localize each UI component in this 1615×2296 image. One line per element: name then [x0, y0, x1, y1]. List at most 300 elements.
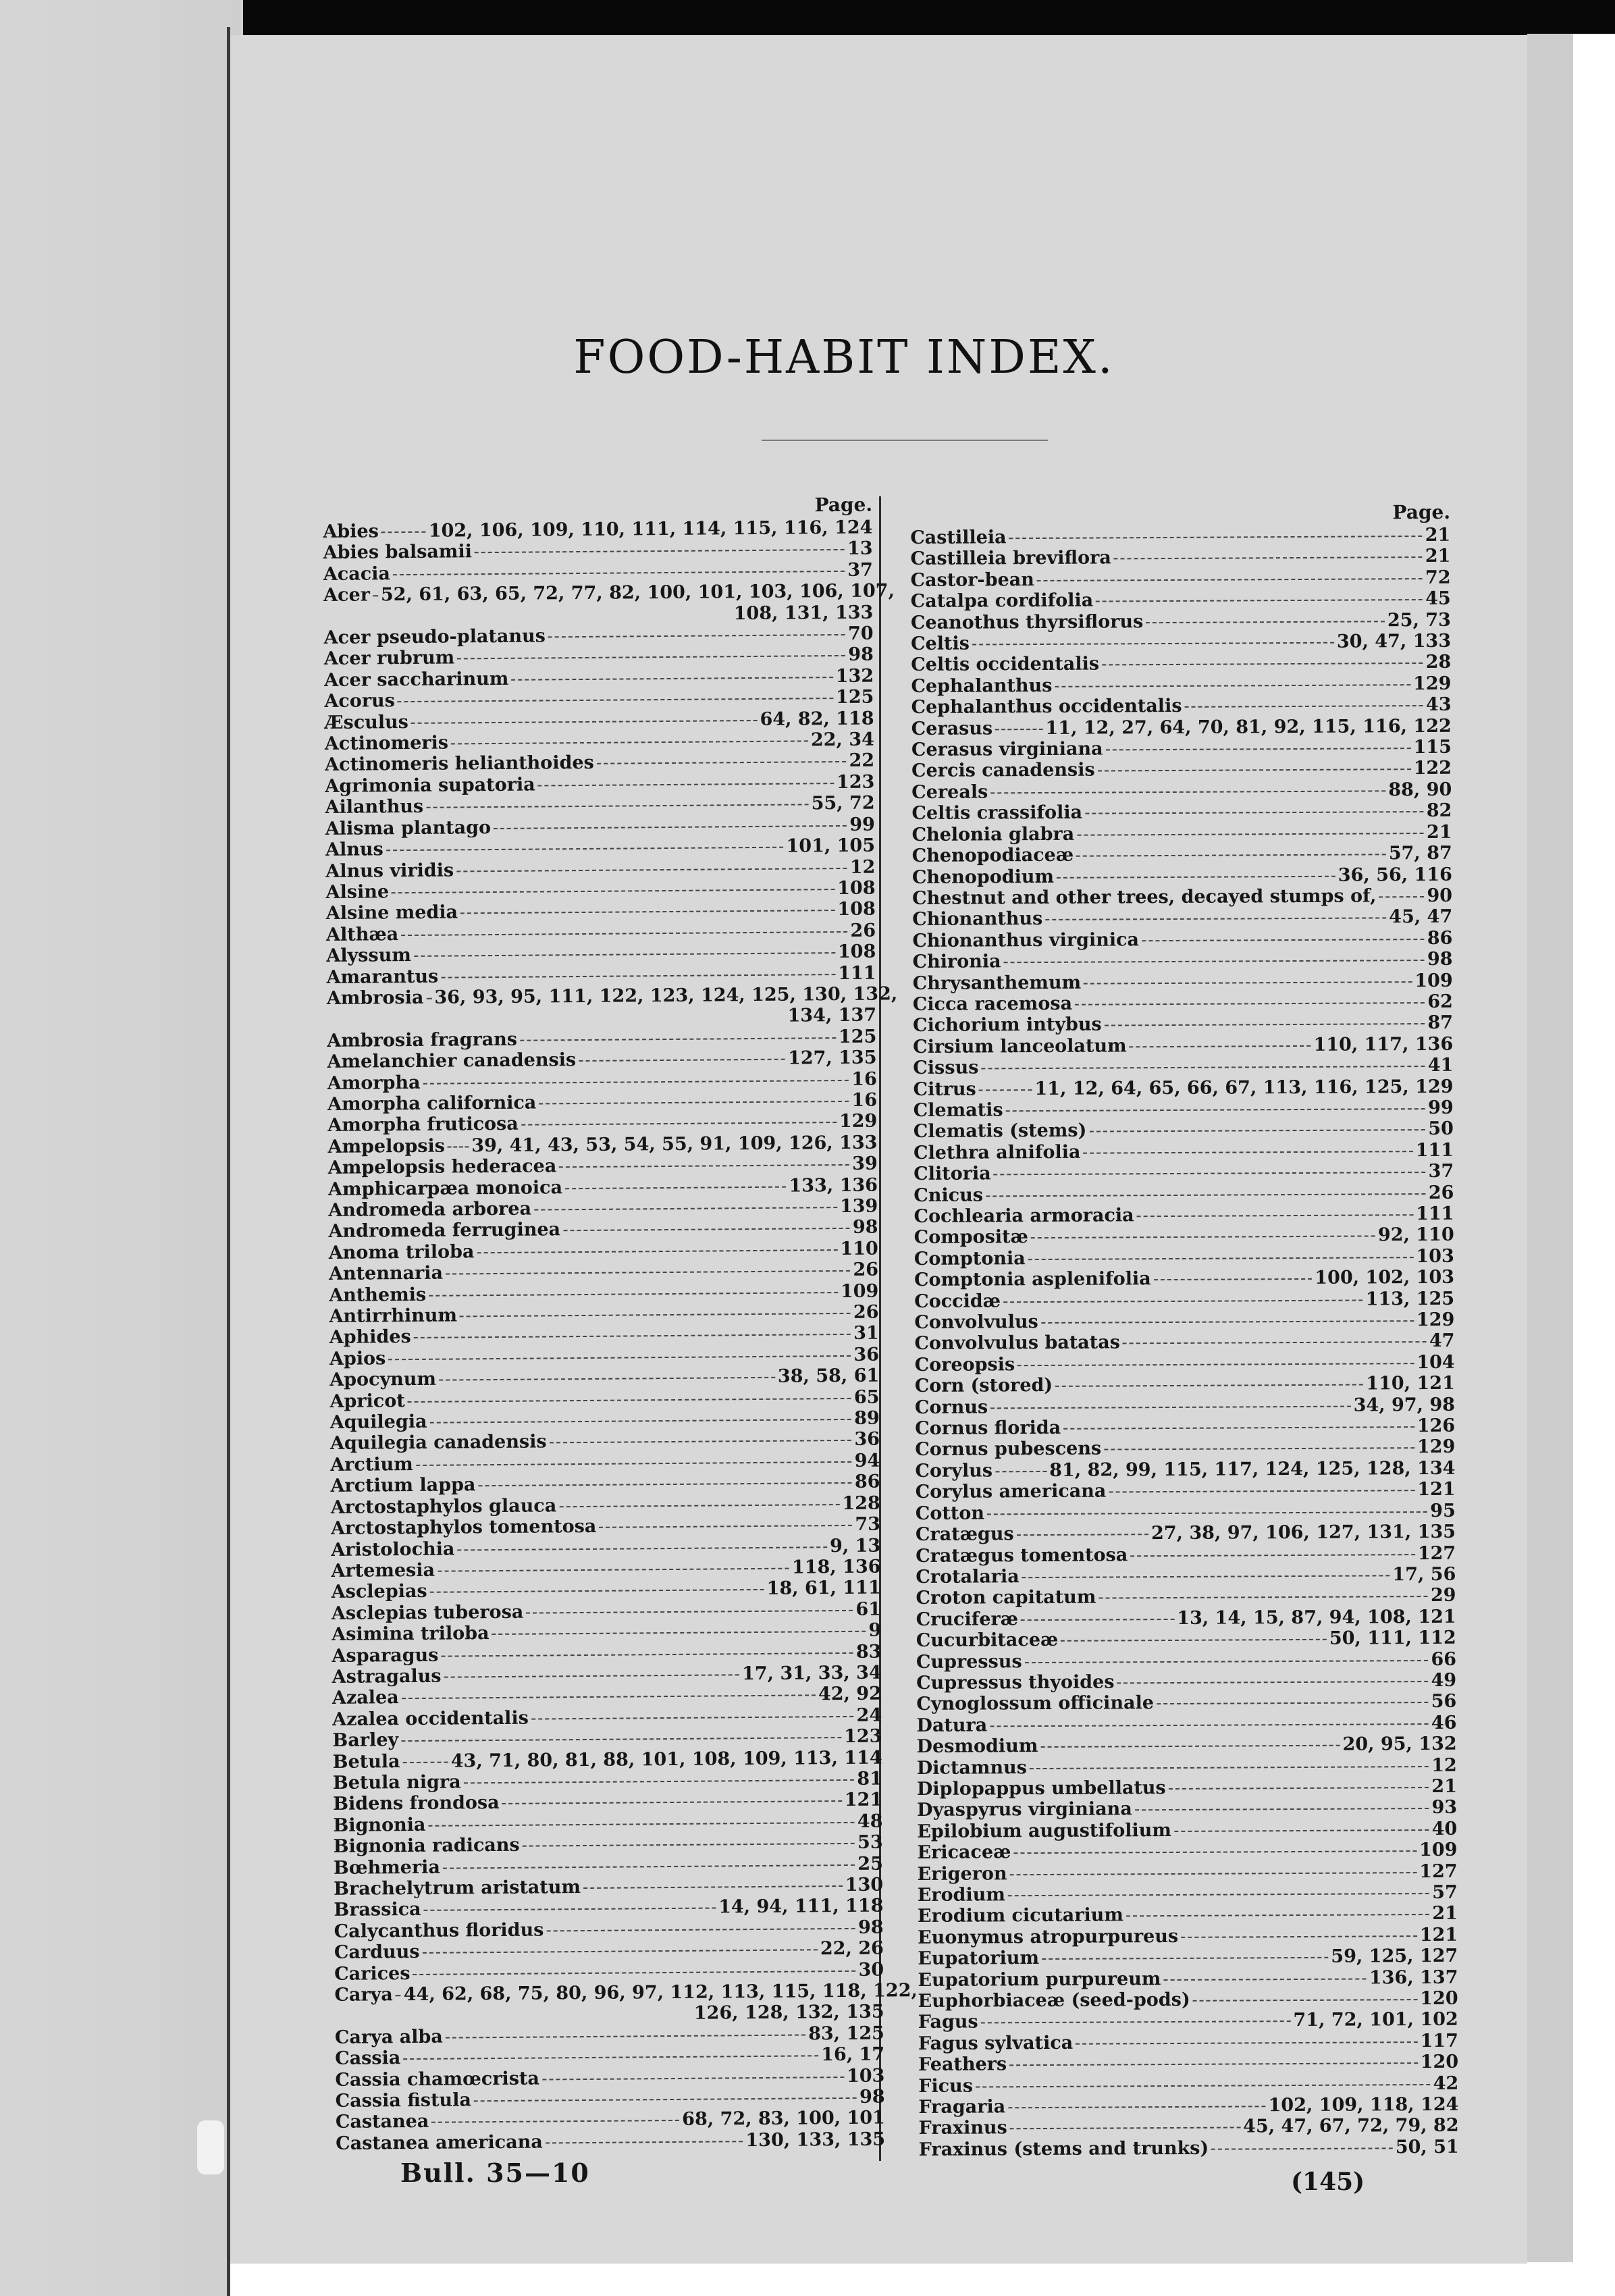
- index-page-numbers: 45: [1425, 588, 1451, 610]
- index-page-numbers: 16: [851, 1068, 877, 1090]
- dot-leader: [422, 1950, 817, 1954]
- index-entry: [911, 800, 1452, 825]
- dot-leader: [451, 740, 808, 744]
- index-entry: [918, 1925, 1458, 1949]
- index-page-numbers: 81, 82, 99, 115, 117, 124, 125, 128, 134: [1049, 1457, 1456, 1481]
- dot-leader: [426, 804, 809, 808]
- dot-leader: [1181, 1935, 1417, 1938]
- index-term: Clethra alnifolia: [913, 1141, 1081, 1164]
- index-term: Corylus: [915, 1460, 993, 1482]
- index-page-numbers: 47: [1429, 1330, 1455, 1352]
- dot-leader: [401, 931, 847, 936]
- index-page-numbers: 109: [840, 1280, 879, 1302]
- index-page-numbers: 108: [837, 898, 876, 920]
- index-page-numbers: 11, 12, 27, 64, 70, 81, 92, 115, 116, 122: [1045, 715, 1452, 739]
- index-page-numbers: 88, 90: [1388, 779, 1452, 801]
- index-entry: [914, 1309, 1454, 1334]
- dot-leader: [1085, 811, 1424, 814]
- index-term: Astragalus: [332, 1665, 442, 1688]
- index-term: Epilobium augustifolium: [917, 1819, 1172, 1842]
- index-term: Cynoglossum officinale: [916, 1692, 1155, 1715]
- index-entry: [918, 1946, 1458, 1970]
- index-page-numbers: 98: [1427, 948, 1453, 970]
- index-page-numbers: 123: [836, 771, 875, 793]
- index-page-numbers: 70: [847, 623, 874, 644]
- dot-leader: [1076, 854, 1386, 856]
- dot-leader: [1379, 896, 1424, 897]
- index-term: Agrimonia supatoria: [325, 774, 535, 797]
- index-page-numbers: 109: [1419, 1839, 1458, 1861]
- index-term: Fagus: [918, 2011, 978, 2033]
- dot-leader: [1083, 1151, 1412, 1154]
- dot-leader: [972, 642, 1334, 646]
- index-entry: [914, 1246, 1454, 1270]
- dot-leader: [430, 1589, 764, 1593]
- index-entry: [913, 970, 1453, 994]
- index-entry: [914, 1118, 1454, 1143]
- dot-leader: [1117, 1681, 1429, 1684]
- index-term: Celtis crassifolia: [911, 802, 1083, 825]
- index-term: Corn (stored): [914, 1375, 1053, 1397]
- index-term: Brachelytrum aristatum: [334, 1877, 581, 1900]
- dot-leader: [1031, 1236, 1375, 1239]
- index-page-numbers: 37: [1428, 1160, 1454, 1182]
- index-term: Clematis: [913, 1099, 1003, 1121]
- dot-leader: [1146, 621, 1385, 623]
- index-entry: [912, 843, 1452, 867]
- index-page-numbers: 86: [854, 1471, 880, 1493]
- index-page-numbers: 110, 121: [1366, 1373, 1455, 1394]
- index-page-numbers: 22: [849, 750, 875, 772]
- index-page-numbers: 98: [852, 1216, 878, 1238]
- dot-leader: [1063, 1426, 1414, 1430]
- index-entry: [913, 1034, 1453, 1058]
- index-page-numbers: 12: [1431, 1754, 1457, 1776]
- dot-leader: [1096, 599, 1423, 602]
- dot-leader: [429, 1292, 838, 1297]
- index-term: Ericaceæ: [917, 1842, 1011, 1864]
- index-page-numbers-continued: 134, 137: [787, 1004, 877, 1026]
- index-page-numbers: 103: [1416, 1245, 1454, 1267]
- dot-leader: [1008, 2106, 1265, 2108]
- index-term: Amorpha californica: [327, 1092, 537, 1115]
- dot-leader: [990, 1405, 1350, 1409]
- index-entry: [915, 1415, 1455, 1440]
- index-page-numbers: 27, 38, 97, 106, 127, 131, 135: [1150, 1521, 1456, 1544]
- index-page-numbers: 18, 61, 111: [766, 1577, 881, 1600]
- dot-leader: [388, 1355, 851, 1360]
- page-column-header: Page.: [814, 493, 873, 517]
- signature-mark: Bull. 35—10: [400, 2158, 590, 2188]
- dot-leader: [523, 1843, 855, 1847]
- index-term: Chenopodiaceæ: [911, 844, 1074, 867]
- index-term: Cassia fistula: [335, 2089, 472, 2112]
- index-page-numbers: 22, 26: [820, 1937, 884, 1960]
- dot-leader: [1003, 1299, 1363, 1303]
- index-term: Asclepias: [331, 1581, 427, 1603]
- dot-leader: [444, 1674, 739, 1677]
- dot-leader: [414, 952, 835, 957]
- dot-leader: [1098, 769, 1411, 772]
- index-term: Cassia chamœcrista: [335, 2068, 540, 2091]
- index-entry: [911, 631, 1451, 655]
- index-term: Aquilegia: [329, 1411, 427, 1434]
- index-entry: [912, 949, 1452, 973]
- dot-leader: [563, 1228, 850, 1231]
- index-entry: [911, 821, 1452, 845]
- dot-leader: [386, 847, 784, 852]
- page-column-header: Page.: [1392, 500, 1451, 524]
- index-entry: [914, 1267, 1454, 1291]
- index-term: Chironia: [912, 951, 1001, 973]
- index-page-numbers: 43: [1425, 694, 1452, 716]
- index-term: Acer: [323, 584, 371, 606]
- index-entry: [915, 1373, 1455, 1397]
- index-page-numbers: 55, 72: [811, 792, 875, 814]
- index-page-numbers: 21: [1431, 1775, 1458, 1797]
- index-term: Cichorium intybus: [912, 1014, 1102, 1037]
- index-entry: [918, 1966, 1458, 1991]
- index-entry: [910, 525, 1450, 549]
- dot-leader: [538, 783, 834, 786]
- index-page-numbers: 64, 82, 118: [760, 708, 874, 730]
- index-term: Cochlearia armoracia: [914, 1205, 1134, 1227]
- index-term: Bidens frondosa: [333, 1792, 500, 1815]
- index-page-numbers: 48: [857, 1810, 883, 1832]
- index-entry: [916, 1691, 1456, 1715]
- dot-leader: [1042, 1957, 1328, 1960]
- index-page-numbers: 86: [1427, 927, 1453, 949]
- dot-leader: [1098, 1596, 1427, 1599]
- index-entry: [918, 1988, 1458, 2012]
- index-term: Amelanchier canadensis: [327, 1049, 577, 1073]
- index-term: Acer pseudo-platanus: [323, 625, 546, 649]
- index-page-numbers: 66: [1431, 1648, 1457, 1670]
- dot-leader: [520, 1037, 836, 1041]
- dot-leader: [1010, 1872, 1417, 1875]
- dot-leader: [1030, 1766, 1429, 1769]
- index-term: Apios: [329, 1348, 386, 1369]
- dot-leader: [1174, 1829, 1429, 1832]
- dot-leader: [457, 655, 845, 660]
- index-term: Artemesia: [331, 1559, 435, 1582]
- index-term: Clematis (stems): [913, 1120, 1087, 1143]
- index-page-numbers: 139: [839, 1195, 878, 1218]
- index-term: Compositæ: [914, 1226, 1028, 1249]
- dot-leader: [396, 1995, 401, 1996]
- dot-leader: [987, 1511, 1427, 1515]
- index-term: Cephalanthus: [911, 675, 1053, 697]
- dot-leader: [1142, 939, 1425, 941]
- index-term: Æsculus: [324, 711, 409, 733]
- index-term: Asclepias tuberosa: [331, 1601, 524, 1624]
- index-page-numbers: 127, 135: [787, 1047, 877, 1069]
- dot-leader: [1102, 662, 1423, 665]
- index-entry: [332, 1577, 881, 1603]
- index-term: Castanea americana: [336, 2131, 543, 2154]
- index-term: Fraxinus (stems and trunks): [918, 2137, 1209, 2160]
- index-page-numbers: 34, 97, 98: [1353, 1394, 1456, 1416]
- dot-leader: [1009, 536, 1423, 539]
- index-term: Ceanothus thyrsiflorus: [910, 610, 1144, 633]
- index-entry: [917, 1733, 1457, 1758]
- index-page-numbers: 99: [1428, 1097, 1454, 1118]
- index-page-numbers: 30: [858, 1959, 884, 1981]
- dot-leader: [1006, 1108, 1426, 1112]
- index-page-numbers: 125: [835, 686, 874, 708]
- index-term: Arctium: [330, 1453, 413, 1476]
- dot-leader: [1089, 1129, 1425, 1132]
- index-page-numbers: 39: [852, 1153, 878, 1175]
- index-page-numbers: 102, 109, 118, 124: [1268, 2093, 1459, 2116]
- index-term: Chestnut and other trees, decayed stumps of,: [911, 885, 1377, 909]
- index-term: Antirrhinum: [329, 1305, 458, 1327]
- index-term: Datura: [916, 1715, 988, 1736]
- index-term: Cornus florida: [915, 1417, 1061, 1440]
- index-column-left: [323, 493, 918, 2155]
- index-term: Chrysanthemum: [912, 972, 1082, 994]
- index-term: Carduus: [334, 1941, 420, 1964]
- index-page-numbers: 111: [1416, 1203, 1454, 1225]
- index-page-numbers: 128: [842, 1492, 880, 1514]
- index-entry: [918, 2072, 1458, 2097]
- index-term: Dyaspyrus virginiana: [917, 1798, 1132, 1821]
- index-page-numbers: 110: [840, 1238, 878, 1259]
- index-term: Abies balsamii: [323, 541, 473, 564]
- dot-leader: [393, 571, 845, 575]
- index-entry: [327, 1047, 876, 1073]
- index-entry: [917, 1754, 1457, 1779]
- dot-leader: [990, 1723, 1429, 1727]
- index-term: Chelonia glabra: [911, 823, 1075, 845]
- dot-leader: [979, 1089, 1032, 1091]
- index-page-numbers: 129: [1416, 1309, 1455, 1331]
- index-term: Cotton: [915, 1503, 985, 1524]
- index-page-numbers: 53: [857, 1831, 883, 1854]
- dot-leader: [1008, 1893, 1429, 1896]
- index-term: Eupatorium purpureum: [918, 1968, 1161, 1991]
- index-term: Erodium: [917, 1884, 1006, 1906]
- dot-leader: [438, 1568, 789, 1572]
- index-term: Calycanthus floridus: [334, 1919, 544, 1942]
- dot-leader: [477, 1249, 837, 1253]
- index-term: Amphicarpæa monoica: [327, 1176, 563, 1200]
- page-number: (145): [1291, 2168, 1365, 2196]
- index-entry: [336, 2129, 885, 2154]
- index-page-numbers: 24: [856, 1704, 882, 1726]
- index-entry: [912, 906, 1452, 931]
- index-page-numbers: 49: [1431, 1669, 1457, 1691]
- index-term: Alisma plantago: [325, 816, 492, 839]
- index-term: Abies: [323, 521, 379, 542]
- index-page-numbers: 26: [850, 920, 876, 941]
- index-page-numbers: 13: [847, 538, 873, 560]
- index-entry: [911, 694, 1452, 719]
- scan-smudge: [197, 2120, 224, 2174]
- dot-leader: [1040, 1745, 1340, 1748]
- index-term: Croton capitatum: [916, 1586, 1096, 1609]
- dot-leader: [1163, 1978, 1366, 1981]
- dot-leader: [1084, 981, 1412, 985]
- index-term: Cercis canadensis: [911, 760, 1095, 782]
- dot-leader: [1025, 1660, 1429, 1663]
- dot-leader: [546, 2141, 743, 2143]
- dot-leader: [1037, 578, 1423, 581]
- index-term: Castor-bean: [910, 569, 1034, 591]
- index-entry: [329, 1365, 879, 1391]
- index-term: Cupressus: [916, 1650, 1022, 1673]
- dot-leader: [1130, 1554, 1414, 1557]
- index-page-numbers: 31: [853, 1323, 879, 1345]
- index-page-numbers: 50, 51: [1395, 2136, 1459, 2158]
- index-page-numbers: 42: [1433, 2072, 1459, 2094]
- dot-leader: [981, 1066, 1425, 1069]
- index-page-numbers: 46: [1431, 1712, 1457, 1733]
- index-page-numbers: 25, 73: [1387, 609, 1451, 631]
- index-page-numbers: 108: [837, 877, 876, 899]
- index-entry: [911, 588, 1451, 612]
- index-entry: [325, 835, 875, 861]
- index-page-numbers: 98: [848, 644, 874, 666]
- index-term: Cereals: [911, 781, 988, 803]
- dot-leader: [1055, 684, 1410, 687]
- index-page-numbers: 127: [1419, 1860, 1458, 1882]
- index-entry: [913, 991, 1453, 1016]
- page-title: FOOD-HABIT INDEX.: [573, 331, 1115, 384]
- index-term: Cratægus: [915, 1523, 1014, 1546]
- dot-leader: [986, 1193, 1426, 1197]
- index-entry: [914, 1203, 1454, 1228]
- dot-leader: [1013, 1850, 1417, 1854]
- dot-leader: [1105, 1023, 1425, 1026]
- dot-leader: [548, 634, 845, 637]
- index-entry: [914, 1097, 1454, 1122]
- index-term: Convolvulus batatas: [914, 1332, 1121, 1355]
- index-term: Diplopappus umbellatus: [916, 1777, 1166, 1800]
- index-page-numbers: 21: [1432, 1903, 1458, 1925]
- index-term: Corylus americana: [915, 1480, 1107, 1503]
- index-page-numbers: 38, 58, 61: [777, 1365, 880, 1387]
- dot-leader: [1017, 1534, 1148, 1536]
- index-term: Bœhmeria: [333, 1856, 440, 1879]
- index-page-numbers: 82: [1426, 800, 1452, 822]
- index-term: Coccidæ: [914, 1290, 1001, 1312]
- index-term: Castilleia breviflora: [910, 547, 1111, 570]
- index-term: Alyssum: [326, 945, 411, 967]
- index-page-numbers: 36: [854, 1429, 880, 1451]
- index-page-numbers: 104: [1417, 1351, 1455, 1373]
- index-page-numbers: 21: [1425, 524, 1451, 546]
- dot-leader: [981, 2021, 1291, 2024]
- index-page-numbers: 72: [1425, 567, 1451, 588]
- index-entry: [911, 758, 1452, 782]
- dot-leader: [1157, 1702, 1429, 1704]
- index-entry: [914, 1182, 1454, 1206]
- index-page-numbers: 65: [853, 1386, 880, 1408]
- index-term: Bignonia radicans: [333, 1834, 520, 1858]
- index-entry: [915, 1436, 1455, 1461]
- index-page-numbers: 16, 17: [821, 2043, 885, 2066]
- index-entry: [328, 1174, 878, 1200]
- index-entry: [916, 1500, 1456, 1524]
- index-entry: [911, 567, 1451, 592]
- dot-leader: [579, 1059, 785, 1062]
- scan-right-edge: [1573, 34, 1615, 2296]
- dot-leader: [446, 2034, 805, 2038]
- dot-leader: [1123, 1341, 1427, 1344]
- dot-leader: [448, 1146, 469, 1147]
- dot-leader: [542, 2077, 844, 2081]
- index-page-numbers: 103: [846, 2065, 885, 2087]
- index-page-numbers: 11, 12, 64, 65, 66, 67, 113, 116, 125, 129: [1034, 1076, 1454, 1099]
- index-entry: [333, 1747, 882, 1773]
- dot-leader: [430, 1419, 852, 1424]
- index-page-numbers: 9, 13: [829, 1535, 881, 1557]
- dot-leader: [1076, 2041, 1417, 2045]
- dot-leader: [426, 998, 431, 999]
- index-page-numbers: 120: [1420, 1987, 1458, 2010]
- index-entry: [918, 2052, 1458, 2076]
- index-page-numbers: 126: [1417, 1415, 1456, 1437]
- index-page-numbers: 130: [845, 1874, 884, 1896]
- dot-leader: [1137, 1214, 1414, 1217]
- index-term: Cerasus: [911, 718, 993, 739]
- dot-leader: [456, 867, 847, 872]
- index-entry: [916, 1479, 1456, 1503]
- index-term: Brassica: [334, 1899, 421, 1921]
- index-term: Betula: [332, 1750, 400, 1773]
- dot-leader: [416, 1461, 852, 1466]
- dot-leader: [1017, 1363, 1414, 1366]
- index-entry: [917, 1819, 1457, 1843]
- dot-leader: [431, 2120, 679, 2123]
- index-term: Cnicus: [914, 1184, 984, 1206]
- index-entry: [916, 1521, 1456, 1546]
- index-page-numbers: 115: [1413, 736, 1452, 758]
- index-term: Carya: [334, 1984, 393, 2006]
- index-entry: [914, 1140, 1454, 1164]
- dot-leader: [1055, 1384, 1363, 1387]
- index-page-numbers: 92, 110: [1377, 1224, 1454, 1246]
- index-page-numbers: 59, 125, 127: [1331, 1946, 1458, 1967]
- index-term: Erigeron: [917, 1862, 1007, 1885]
- index-term: Dictamnus: [916, 1756, 1027, 1779]
- dot-leader: [460, 910, 835, 914]
- index-term: Andromeda arborea: [328, 1198, 532, 1221]
- index-term: Comptonia asplenifolia: [914, 1268, 1151, 1291]
- index-entry: [914, 1288, 1454, 1312]
- index-page-numbers: 16: [851, 1089, 878, 1111]
- index-page-numbers: 21: [1425, 546, 1451, 567]
- index-term: Fraxinus: [918, 2117, 1007, 2139]
- index-term: Euonymus atropurpureus: [918, 1925, 1179, 1948]
- index-term: Comptonia: [914, 1247, 1026, 1270]
- index-entry: [916, 1585, 1456, 1609]
- index-page-numbers: 87: [1427, 1012, 1454, 1034]
- dot-leader: [428, 1822, 854, 1827]
- index-column-right: [910, 500, 1459, 2160]
- dot-leader: [414, 1334, 851, 1338]
- dot-leader: [373, 596, 378, 597]
- index-term: Acorus: [324, 690, 395, 712]
- index-term: Carya alba: [334, 2026, 443, 2048]
- dot-leader: [478, 1482, 851, 1486]
- index-term: Azalea occidentalis: [332, 1707, 529, 1730]
- dot-leader: [1004, 960, 1425, 963]
- dot-leader: [990, 790, 1385, 793]
- index-page-numbers: 29: [1430, 1585, 1456, 1607]
- dot-leader: [526, 1610, 853, 1614]
